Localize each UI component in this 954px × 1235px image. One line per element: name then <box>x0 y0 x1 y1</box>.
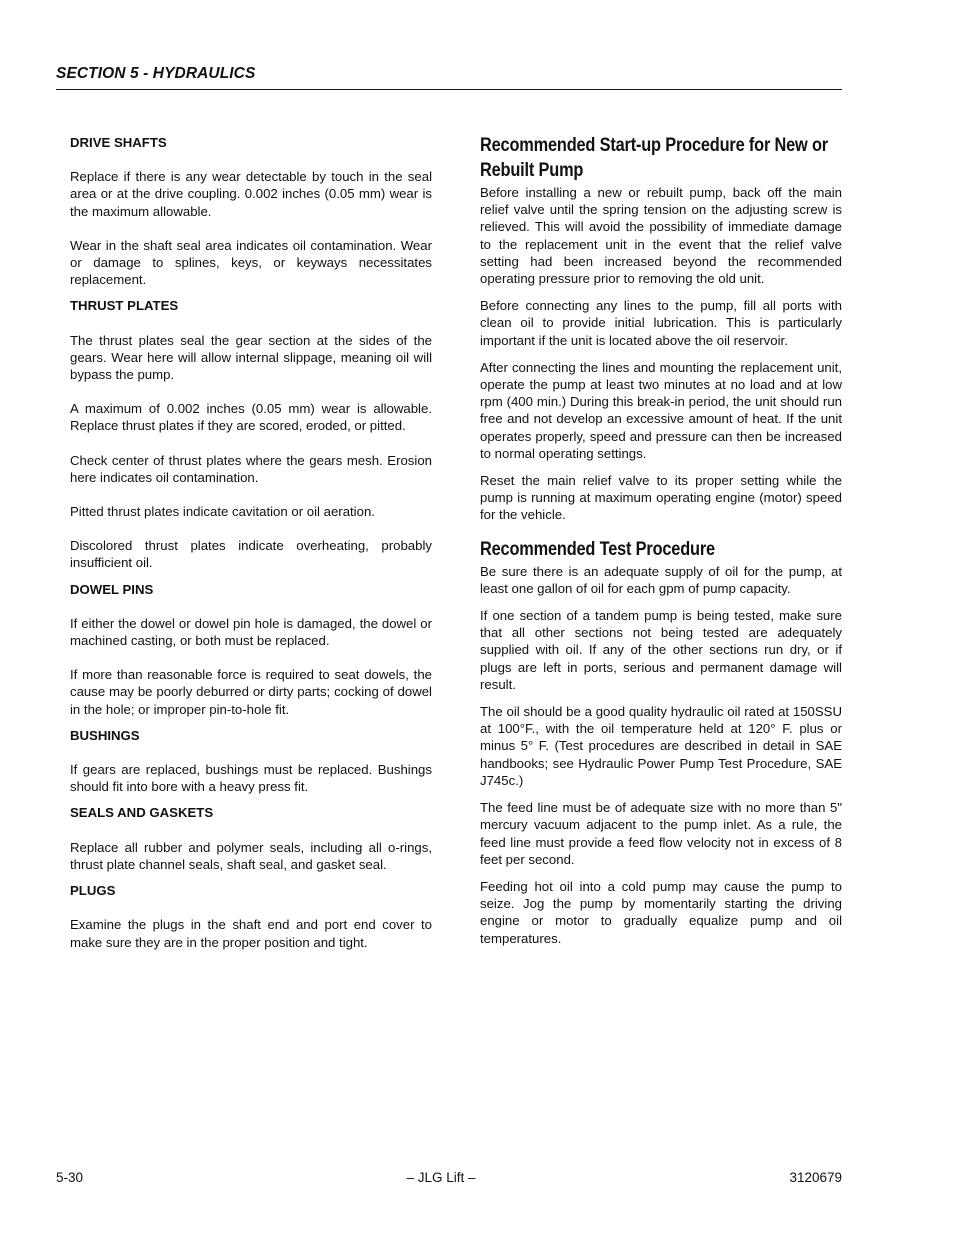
subheading-seals-and-gaskets: SEALS AND GASKETS <box>70 805 214 821</box>
subheading-bushings: BUSHINGS <box>70 727 140 743</box>
page-number: 5-30 <box>56 1170 84 1185</box>
paragraph: Be sure there is an adequate supply of oil for the pump, at least one gallon of oil for each gpm of pump capacity. <box>480 563 842 596</box>
header-divider <box>56 89 842 90</box>
heading-test-procedure: Recommended Test Procedure <box>480 538 715 560</box>
paragraph: If either the dowel or dowel pin hole is damaged, the dowel or machined casting, or both must be replaced. <box>70 615 432 649</box>
paragraph: A maximum of 0.002 inches (0.05 mm) wear is allowable. Replace thrust plates if they are scored, eroded, or pitted. <box>70 401 432 434</box>
paragraph: Replace if there is any wear detectable by touch in the seal area or at the drive coupling. 0.002 inches (0.05 mm) wear is the maximum allowable. <box>70 169 432 219</box>
paragraph: The feed line must be of adequate size with no more than 5" mercury vacuum adjacent to the pump inlet. As a rule, the feed line must provide a feed flow velocity not in excess of 8 feet per second. <box>480 800 842 867</box>
paragraph: Discolored thrust plates indicate overheating, probably insufficient oil. <box>70 538 432 571</box>
subheading-thrust-plates: THRUST PLATES <box>70 298 179 314</box>
paragraph: Examine the plugs in the shaft end and port end cover to make sure they are in the proper position and tight. <box>70 917 432 950</box>
paragraph: Before installing a new or rebuilt pump, back off the main relief valve until the spring tension on the adjusting screw is relieved. This will avoid the possibility of immediate damage to the replacement unit in the event that the relief valve setting had been increased beyond the recommended operating pressure prior to removing the old unit. <box>480 185 842 287</box>
heading-startup-procedure: Recommended Start-up Procedure for New or Rebuilt Pump <box>480 135 828 181</box>
subheading-plugs: PLUGS <box>70 883 116 899</box>
right-column <box>480 133 842 957</box>
paragraph: If gears are replaced, bushings must be replaced. Bushings should fit into bore with a heavy press fit. <box>70 762 432 795</box>
paragraph: Before connecting any lines to the pump, fill all ports with clean oil to provide initial lubrication. This is particularly important if the unit is located above the oil reservoir. <box>480 298 842 348</box>
paragraph: Wear in the shaft seal area indicates oil contamination. Wear or damage to splines, keys, or keyways necessitates replacement. <box>70 237 432 288</box>
paragraph: Check center of thrust plates where the gears mesh. Erosion here indicates oil contamination. <box>70 452 432 485</box>
section-title: SECTION 5 - HYDRAULICS <box>56 65 256 82</box>
paragraph: Feeding hot oil into a cold pump may cause the pump to seize. Jog the pump by momentarily starting the driving engine or motor to gradually equalize pump and oil temperatures. <box>480 878 842 946</box>
paragraph: Reset the main relief valve to its proper setting while the pump is running at maximum operating engine (motor) speed for the vehicle. <box>480 473 842 523</box>
subheading-drive-shafts: DRIVE SHAFTS <box>70 135 167 150</box>
paragraph: The oil should be a good quality hydraulic oil rated at 150SSU at 100°F., with the oil temperature held at 120° F. plus or minus 5° F. (Test procedures are described in detail in SAE handbooks; see Hydraulic Power Pump Test Procedure, SAE J745c.) <box>480 704 842 788</box>
footer-brand: – JLG Lift – <box>406 1170 476 1185</box>
subheading-dowel-pins: DOWEL PINS <box>70 581 154 597</box>
paragraph: Pitted thrust plates indicate cavitation or oil aeration. <box>70 504 375 520</box>
paragraph: After connecting the lines and mounting the replacement unit, operate the pump at least two minutes at no load and at low rpm (400 min.) During this break-in period, the unit should run free and not develop an excessive amount of heat. If the unit operates properly, speed and pressure can then be increased to normal operating settings. <box>480 359 842 461</box>
paragraph: If one section of a tandem pump is being tested, make sure that all other sections not being tested are adequately supplied with oil. If any of the other sections run dry, or if plugs are left in ports, serious and permanent damage will result. <box>480 608 842 692</box>
paragraph: The thrust plates seal the gear section at the sides of the gears. Wear here will allow internal slippage, meaning oil will bypass the pump. <box>70 332 432 383</box>
paragraph: If more than reasonable force is required to seat dowels, the cause may be poorly deburred or dirty parts; cocking of dowel in the hole; or improper pin-to-hole fit. <box>70 667 432 717</box>
left-column <box>70 134 432 968</box>
paragraph: Replace all rubber and polymer seals, including all o-rings, thrust plate channel seals, shaft seal, and gasket seal. <box>70 839 432 872</box>
document-number: 3120679 <box>789 1170 842 1185</box>
